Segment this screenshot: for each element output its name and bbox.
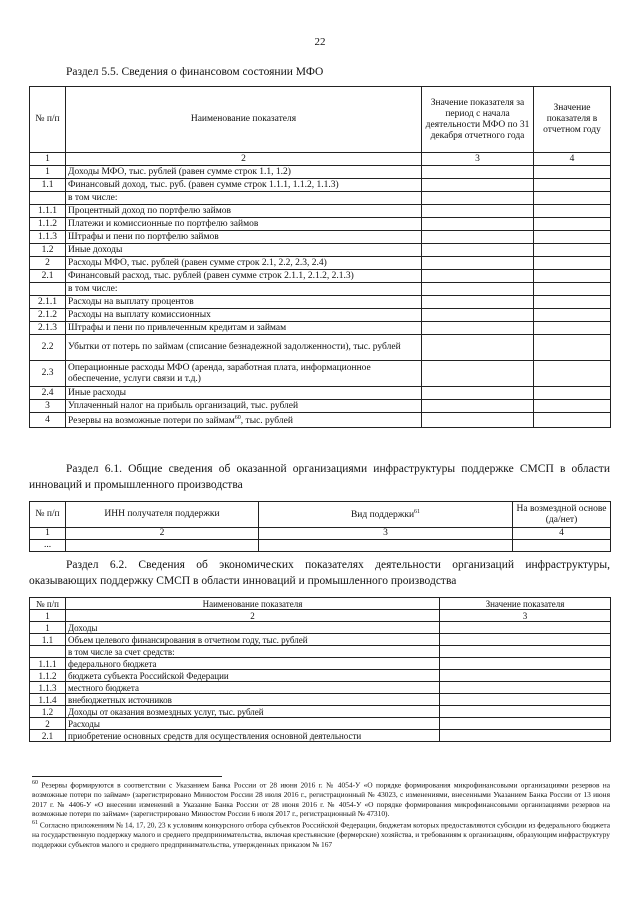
footnote-61-mark: 61: [32, 819, 38, 826]
row-name: [66, 322, 422, 335]
table-row: [30, 231, 611, 244]
table-row: [30, 634, 611, 646]
row-name: [66, 257, 422, 270]
row-name: федерального бюджета: [66, 658, 440, 670]
row-number: 1.2: [30, 244, 66, 257]
year-value-cell: [534, 309, 611, 322]
table-row: [30, 335, 611, 361]
row-name: [66, 231, 422, 244]
table-row: [30, 706, 611, 718]
row-name-text: Доходы МФО, тыс. рублей (равен сумме строк 1.1, 1.2): [68, 166, 291, 177]
ellipsis-cell: ...: [30, 540, 66, 552]
row-number: 2: [30, 257, 66, 270]
row-name-text: в том числе:: [68, 283, 118, 294]
col-header-value: Значение показателя: [440, 598, 611, 610]
row-name: [66, 387, 422, 400]
row-number: 2.3: [30, 361, 66, 387]
row-name-text: Иные расходы: [68, 387, 127, 398]
year-value-cell: [534, 179, 611, 192]
row-name: [66, 218, 422, 231]
year-value-cell: [534, 413, 611, 428]
row-name: Доходы: [66, 622, 440, 634]
section-5-5-title: Раздел 5.5. Сведения о финансовом состоянии МФО: [66, 66, 324, 78]
period-value-cell: [422, 192, 534, 205]
table-row: [30, 270, 611, 283]
table-row: [30, 413, 611, 428]
table-row: [30, 646, 611, 658]
column-number-cell: 4: [534, 153, 611, 166]
row-number: 4: [30, 413, 66, 428]
column-number-cell: 1: [30, 610, 66, 622]
row-name: [66, 361, 422, 387]
col-header-name: Наименование показателя: [66, 87, 422, 153]
table-row: [30, 244, 611, 257]
year-value-cell: [534, 231, 611, 244]
row-name-text: Расходы МФО, тыс. рублей (равен сумме строк 2.1, 2.2, 2.3, 2.4): [68, 257, 327, 268]
column-number-cell: 1: [30, 153, 66, 166]
footnote-60: [32, 779, 610, 819]
period-value-cell: [422, 283, 534, 296]
table-row: [30, 670, 611, 682]
row-number: 3: [30, 400, 66, 413]
table-row: [30, 322, 611, 335]
row-name: приобретение основных средств для осуществления основной деятельности: [66, 730, 440, 742]
period-value-cell: [422, 257, 534, 270]
period-value-cell: [422, 166, 534, 179]
row-name-text: Финансовый расход, тыс. рублей (равен сумме строк 2.1.1, 2.1.2, 2.1.3): [68, 270, 354, 281]
period-value-cell: [422, 218, 534, 231]
table-row: [30, 257, 611, 270]
table-row: [30, 658, 611, 670]
economic-indicators-table: [29, 597, 611, 742]
row-name-text: Иные доходы: [68, 244, 123, 255]
value-cell: [440, 694, 611, 706]
table-row: [30, 682, 611, 694]
period-value-cell: [422, 231, 534, 244]
year-value-cell: [534, 218, 611, 231]
row-number: 2: [30, 718, 66, 730]
col-header-year-value: Значение показателя в отчетном году: [534, 87, 611, 153]
row-name-text: в том числе:: [68, 192, 118, 203]
row-number: 2.1: [30, 730, 66, 742]
year-value-cell: [534, 335, 611, 361]
row-name-text: Штрафы и пени по портфелю займов: [68, 231, 219, 242]
row-number: 2.1.2: [30, 309, 66, 322]
period-value-cell: [422, 335, 534, 361]
row-name: [66, 166, 422, 179]
year-value-cell: [534, 192, 611, 205]
row-name: [66, 335, 422, 361]
page-number: 22: [314, 36, 326, 48]
year-value-cell: [534, 387, 611, 400]
col-header-no: № п/п: [30, 598, 66, 610]
period-value-cell: [422, 205, 534, 218]
row-name: Доходы от оказания возмездных услуг, тыс. рублей: [66, 706, 440, 718]
period-value-cell: [422, 270, 534, 283]
footnote-ref-61: 61: [414, 509, 421, 516]
table-row: [30, 622, 611, 634]
period-value-cell: [422, 322, 534, 335]
empty-cell: [66, 540, 259, 552]
row-number: 2.4: [30, 387, 66, 400]
row-number: 2.1.1: [30, 296, 66, 309]
value-cell: [440, 658, 611, 670]
row-number: 1.1.2: [30, 218, 66, 231]
row-name-tail: , тыс. рублей: [240, 416, 293, 427]
row-number: 1.1.3: [30, 231, 66, 244]
financial-state-table: [29, 86, 611, 428]
row-name: бюджета субъекта Российской Федерации: [66, 670, 440, 682]
row-name: [66, 413, 422, 428]
table-row: [30, 218, 611, 231]
value-cell: [440, 634, 611, 646]
year-value-cell: [534, 257, 611, 270]
table-row: [30, 387, 611, 400]
year-value-cell: [534, 296, 611, 309]
row-name: [66, 296, 422, 309]
column-number-cell: 1: [30, 528, 66, 540]
year-value-cell: [534, 270, 611, 283]
row-name-text: Убытки от потерь по займам (списание безнадежной задолженности), тыс. рублей: [68, 342, 401, 352]
table-row: [30, 192, 611, 205]
col-header-name: Наименование показателя: [66, 598, 440, 610]
row-number: 2.1.3: [30, 322, 66, 335]
table-row: [30, 296, 611, 309]
row-name: [66, 309, 422, 322]
column-number-cell: 4: [513, 528, 611, 540]
row-name: [66, 205, 422, 218]
year-value-cell: [534, 283, 611, 296]
row-number: 2.1: [30, 270, 66, 283]
period-value-cell: [422, 413, 534, 428]
row-name: [66, 244, 422, 257]
table-row: [30, 179, 611, 192]
row-number: 2.2: [30, 335, 66, 361]
row-number: 1.1.2: [30, 670, 66, 682]
col-header-refund-basis: На возмездной основе (да/нет): [513, 502, 611, 528]
row-number: 1.1: [30, 634, 66, 646]
row-name-text: Процентный доход по портфелю займов: [68, 205, 231, 216]
row-name-text: Платежи и комиссионные по портфелю займов: [68, 218, 259, 229]
year-value-cell: [534, 361, 611, 387]
table-row: [30, 205, 611, 218]
row-number: 1.1.3: [30, 682, 66, 694]
year-value-cell: [534, 322, 611, 335]
row-name: в том числе за счет средств:: [66, 646, 440, 658]
table-row: [30, 730, 611, 742]
empty-cell: [259, 540, 513, 552]
column-number-cell: 3: [440, 610, 611, 622]
column-number-cell: 2: [66, 610, 440, 622]
footnote-60-text: Резервы формируются в соответствии с Указанием Банка России от 28 июня 2016 г. № 4054-У «О порядке формирования микрофинансовыми организациями резервов на возможные потери по займам» (зарегистрировано Минюстом России 28 июля 2016 г., регистрационный № 43023, с изменениями, внесенными Указанием Банка России от 13 июня 2017 г. № 4406-У «О внесении изменений в Указание Банка России от 28 июня 2016 г. № 4054-У «О порядке формирования микрофинансовыми организациями резервов на возможные потери по займам» (зарегистрировано Минюстом России 6 июля 2017 г., регистрационный № 47310).: [32, 780, 610, 819]
footnote-60-mark: 60: [32, 780, 38, 786]
row-number: [30, 283, 66, 296]
col-header-inn: ИНН получателя поддержки: [66, 502, 259, 528]
support-table: [29, 501, 611, 552]
footnotes: [32, 779, 610, 849]
year-value-cell: [534, 205, 611, 218]
column-number-cell: 3: [422, 153, 534, 166]
row-name-text: Резервы на возможные потери по займам: [68, 416, 235, 427]
table-row: [30, 400, 611, 413]
row-name: [66, 283, 422, 296]
value-cell: [440, 730, 611, 742]
support-type-label: Вид поддержки: [350, 510, 415, 521]
row-number: [30, 646, 66, 658]
section-6-1-title: Раздел 6.1. Общие сведения об оказанной организациями инфраструктуры поддержке СМСП в области инноваций и промышленного производства: [29, 463, 610, 491]
row-name: [66, 179, 422, 192]
row-number: 1: [30, 622, 66, 634]
row-name: [66, 192, 422, 205]
period-value-cell: [422, 179, 534, 192]
value-cell: [440, 706, 611, 718]
row-name: Объем целевого финансирования в отчетном году, тыс. рублей: [66, 634, 440, 646]
row-number: 1.1.4: [30, 694, 66, 706]
year-value-cell: [534, 244, 611, 257]
footnote-ref-60: 60: [234, 415, 241, 421]
row-number: [30, 192, 66, 205]
row-number: 1.1: [30, 179, 66, 192]
footnote-61: [32, 819, 610, 849]
table-row: [30, 718, 611, 730]
row-name: Расходы: [66, 718, 440, 730]
footnote-separator: [32, 776, 222, 777]
section-6-2-title: Раздел 6.2. Сведения об экономических показателях деятельности организаций инфраструктуры, оказывающих поддержку СМСП в области инноваций и промышленного производства: [29, 559, 610, 587]
row-name: внебюджетных источников: [66, 694, 440, 706]
row-number: 1.1.1: [30, 658, 66, 670]
row-name: [66, 400, 422, 413]
column-number-cell: 2: [66, 528, 259, 540]
value-cell: [440, 682, 611, 694]
row-name-text: Штрафы и пени по привлеченным кредитам и займам: [68, 322, 287, 333]
row-name-text: Операционные расходы МФО (аренда, заработная плата, информационное обеспечение, услуги связи и т.д.): [68, 362, 371, 384]
table-row: [30, 361, 611, 387]
period-value-cell: [422, 309, 534, 322]
row-number: 1.2: [30, 706, 66, 718]
column-number-cell: 2: [66, 153, 422, 166]
year-value-cell: [534, 166, 611, 179]
column-number-cell: 3: [259, 528, 513, 540]
row-name: [66, 270, 422, 283]
table-row: [30, 694, 611, 706]
empty-cell: [513, 540, 611, 552]
row-name-text: Уплаченный налог на прибыль организаций, тыс. рублей: [68, 400, 299, 411]
value-cell: [440, 646, 611, 658]
period-value-cell: [422, 387, 534, 400]
table-row: [30, 309, 611, 322]
table-row: [30, 283, 611, 296]
year-value-cell: [534, 400, 611, 413]
footnote-61-text: Согласно приложениям № 14, 17, 20, 23 к условиям конкурсного отбора субъектов Российской Федерации, бюджетам которых предоставляются субсидии из федерального бюджета на государственную поддержку малого и среднего предпринимательства, включая крестьянские (фермерские) хозяйства, и требованиям к организациям, образующим инфраструктуру поддержки субъектов малого и среднего предпринимательства, утвержденных приказом № 167: [32, 820, 610, 849]
col-header-no: № п/п: [30, 87, 66, 153]
col-header-no: № п/п: [30, 502, 66, 528]
row-number: 1.1.1: [30, 205, 66, 218]
row-name-text: Расходы на выплату процентов: [68, 296, 194, 307]
row-name-text: Расходы на выплату комиссионных: [68, 309, 211, 320]
value-cell: [440, 670, 611, 682]
row-name-text: Финансовый доход, тыс. руб. (равен сумме строк 1.1.1, 1.1.2, 1.1.3): [68, 179, 339, 190]
period-value-cell: [422, 361, 534, 387]
period-value-cell: [422, 400, 534, 413]
col-header-support-type: [259, 502, 513, 528]
row-name: местного бюджета: [66, 682, 440, 694]
value-cell: [440, 718, 611, 730]
period-value-cell: [422, 296, 534, 309]
row-number: 1: [30, 166, 66, 179]
period-value-cell: [422, 244, 534, 257]
col-header-period-value: Значение показателя за период с начала деятельности МФО по 31 декабря отчетного года: [422, 87, 534, 153]
value-cell: [440, 622, 611, 634]
table-row: [30, 166, 611, 179]
